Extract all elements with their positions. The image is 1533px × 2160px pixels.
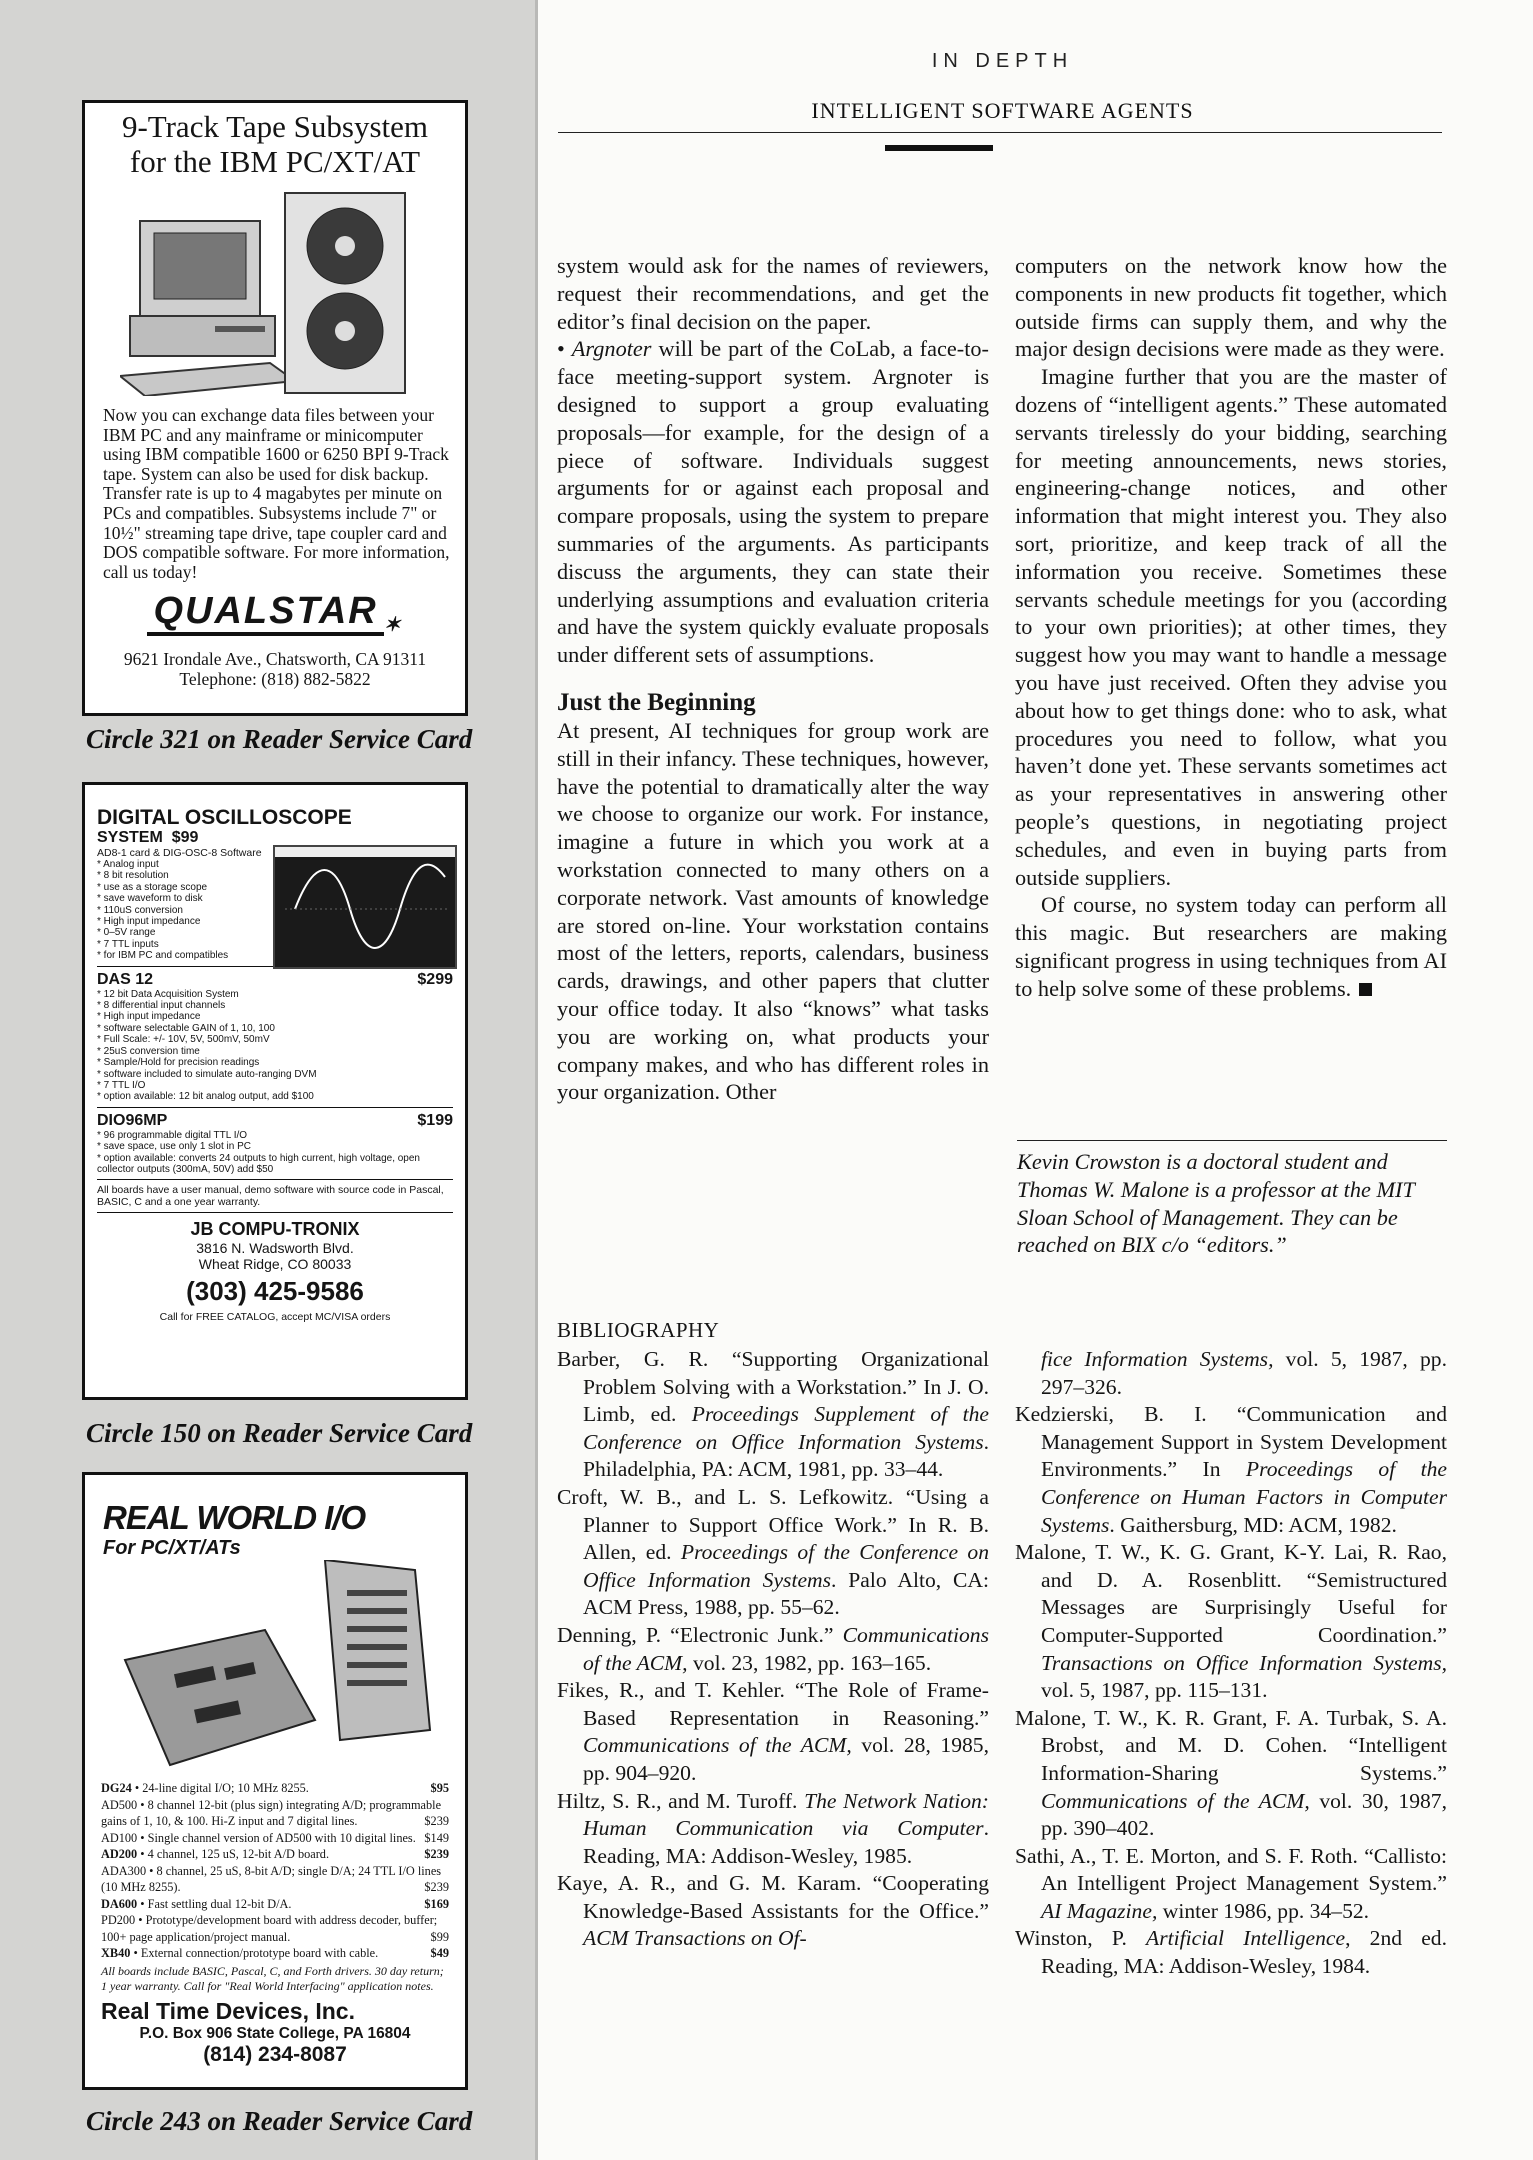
- dio96mp-section: [85, 1112, 465, 1176]
- entry-text: . Reading, MA: Addison-Wesley, 1985.: [583, 1816, 989, 1868]
- real-time-devices-ad: [82, 1472, 468, 2090]
- product-code: ADA300: [101, 1863, 147, 1878]
- entry-text: Kaye, A. R., and G. M. Karam. “Cooperating Knowledge-Based Assistants for the Office.”: [557, 1871, 989, 1923]
- entry-title: Transactions on Office Information Systems,: [1041, 1650, 1447, 1675]
- product-code: AD100: [101, 1830, 138, 1845]
- qualstar-ad-body: Now you can exchange data files between your IBM PC and any mainframe or minicomputer using IBM compatible 1600 or 6250 BPI 9-Track tape. System can also be used for disk backup. Transfer rate is up to 4 magabytes per minute on PCs and compatibles. Subsystems include 7" or 10½" streaming tape drive, tape coupler card and DOS compatible software. For more information, call us today!: [103, 405, 450, 582]
- qualstar-phone: Telephone: (818) 882-5822: [179, 669, 371, 690]
- product-price: $239: [424, 1847, 449, 1861]
- author-bio: Kevin Crowston is a doctoral student and Thomas W. Malone is a professor at the MIT Sloan School of Management. They can be reached on BIX c/o “editors.”: [1017, 1149, 1415, 1258]
- list-item: * 96 programmable digital TTL I/O: [97, 1130, 453, 1141]
- bibliography-entry: [1015, 1401, 1447, 1539]
- star-icon: ✶: [383, 614, 403, 637]
- list-item: [101, 1945, 449, 1962]
- circuit-boards-illustration: [85, 1560, 459, 1780]
- bibliography-entry: [557, 1677, 989, 1787]
- list-item: [101, 1863, 449, 1896]
- qualstar-logo: [85, 590, 465, 637]
- bibliography-entry: [557, 1870, 989, 1953]
- rtd-company-name: Real Time Devices, Inc.: [101, 1997, 355, 2024]
- entry-text: vol. 30, 1987, pp. 390–402.: [1041, 1788, 1447, 1841]
- entry-title: Communications of the ACM,: [583, 1622, 989, 1675]
- entry-title: ACM Transactions on Of-: [583, 1926, 807, 1951]
- jb-company-name: JB COMPU-TRONIX: [190, 1219, 360, 1240]
- qualstar-contact: [85, 649, 465, 689]
- dio96mp-price: $199: [417, 1111, 453, 1129]
- header-accent-bar: [885, 145, 993, 151]
- bio-rule: [1017, 1140, 1447, 1141]
- list-item: [101, 1780, 449, 1797]
- entry-text: Malone, T. W., K. R. Grant, F. A. Turbak, S. A. Brobst, and M. D. Cohen. “Intelligent Information-Sharing Systems.”: [1015, 1705, 1447, 1785]
- jb-system-includes: AD8-1 card & DIG-OSC-8 Software: [97, 847, 262, 859]
- bibliography-entry: [1015, 1539, 1447, 1705]
- entry-title: Proceedings of the Conference on Office Information Systems: [583, 1540, 989, 1592]
- bibliography-column-right: [1015, 1346, 1447, 1981]
- product-description: • Prototype/development board with address decoder, buffer; 100+ page application/project manual.: [101, 1913, 438, 1944]
- qualstar-address: 9621 Irondale Ave., Chatsworth, CA 91311: [123, 649, 427, 670]
- list-item: * use as a storage scope: [97, 882, 273, 893]
- entry-text: Croft, W. B., and L. S. Lefkowitz. “Using a Planner to Support Office Work.” In R. B. Allen, ed.: [557, 1484, 989, 1565]
- product-code: PD200: [101, 1913, 136, 1927]
- argnoter-term: Argnoter: [571, 336, 652, 362]
- entry-text: Hiltz, S. R., and M. Turoff.: [557, 1788, 805, 1813]
- product-price: $149: [424, 1830, 449, 1845]
- entry-title: Proceedings of the Conference on Human Factors in Computer Systems: [1041, 1457, 1447, 1537]
- qualstar-title-line2: for the IBM PC/XT/AT: [129, 144, 421, 179]
- entry-title: Proceedings Supplement of the Conference on Office Information Systems: [583, 1402, 989, 1454]
- list-item: * 25uS conversion time: [97, 1046, 453, 1057]
- rtd-address: P.O. Box 906 State College, PA 16804: [139, 2024, 411, 2042]
- entry-text: vol. 5, 1987, pp. 115–131.: [1041, 1678, 1268, 1703]
- das12-name: DAS 12: [97, 970, 154, 988]
- list-item: * 7 TTL I/O: [97, 1080, 453, 1091]
- entry-text: , 2nd ed. Reading, MA: Addison-Wesley, 1984.: [1041, 1926, 1447, 1979]
- list-item: [101, 1797, 449, 1830]
- bibliography-entry: [1015, 1705, 1447, 1843]
- product-price: $99: [430, 1929, 449, 1944]
- list-item: * for IBM PC and compatibles: [97, 950, 273, 961]
- list-item: [101, 1846, 449, 1863]
- dio96mp-name: DIO96MP: [97, 1111, 168, 1129]
- osc-features: [85, 859, 285, 962]
- list-item: * 12 bit Data Acquisition System: [97, 989, 453, 1000]
- paragraph-text: Of course, no system today can perform all this magic. But researchers are making significant progress in using techniques from AI to help solve some of these problems.: [1015, 892, 1447, 1001]
- article-paragraph: system would ask for the names of reviewers, request their recommendations, and get the editor’s final decision on the paper.: [557, 253, 989, 334]
- das12-price: $299: [417, 970, 453, 988]
- list-item: * save waveform to disk: [97, 893, 273, 904]
- product-price: $169: [424, 1896, 449, 1911]
- rtd-ad-title: REAL WORLD I/O: [103, 1499, 366, 1536]
- qualstar-ad: [82, 100, 468, 716]
- entry-title: AI Magazine,: [1041, 1898, 1158, 1923]
- jb-address-line2: Wheat Ridge, CO 80033: [198, 1256, 352, 1273]
- end-mark-icon: [1359, 983, 1372, 996]
- entry-text: Denning, P. “Electronic Junk.”: [557, 1622, 843, 1647]
- entry-text: vol. 5, 1987, pp. 297–326.: [1041, 1347, 1447, 1399]
- osc-feature-list: [97, 859, 273, 962]
- product-price: $239: [424, 1814, 449, 1828]
- section-label: IN DEPTH: [931, 50, 1074, 72]
- tape-subsystem-photo: [120, 191, 430, 396]
- io-boards-photo: [85, 1560, 465, 1780]
- list-item: * option available: 12 bit analog output, add $100: [97, 1091, 453, 1102]
- entry-text: Malone, T. W., K. G. Grant, K-Y. Lai, R. Rao, and D. A. Rosenblitt. “Semistructured Messages are Surprisingly Useful for Computer-Supported Coordination.”: [1015, 1540, 1447, 1647]
- product-description: • 4 channel, 125 uS, 12-bit A/D board.: [140, 1847, 330, 1861]
- entry-title: Communications of the ACM,: [1041, 1788, 1310, 1813]
- jb-phone: (303) 425-9586: [186, 1276, 364, 1307]
- list-item: * 8 bit resolution: [97, 870, 273, 881]
- bibliography-entry: [1015, 1843, 1447, 1926]
- jb-compu-tronix-ad: [82, 782, 468, 1400]
- bibliography-entry: [557, 1346, 989, 1484]
- list-item: * 7 TTL inputs: [97, 939, 273, 950]
- paragraph-text: will be part of the CoLab, a face-to-face meeting-support system. Argnoter is designed to support a group evaluating proposals—for example, for the design of a piece of software. Individuals suggest arguments for or against each proposal and compare proposals, using the system to prepare summaries of the arguments. As participants discuss the arguments, they can state their underlying assumptions and evaluation criteria and have the system quickly evaluate proposals under different sets of assumptions.: [557, 336, 989, 668]
- list-item: * software included to simulate auto-ranging DVM: [97, 1069, 453, 1080]
- entry-text: Sathi, A., T. E. Morton, and S. F. Roth. “Callisto: An Intelligent Project Management System.”: [1015, 1843, 1447, 1896]
- divider: [97, 1179, 453, 1180]
- product-description: • External connection/prototype board with cable.: [133, 1946, 379, 1960]
- product-code: DA600: [101, 1896, 138, 1911]
- list-item: [101, 1896, 449, 1913]
- product-code: AD500: [101, 1797, 138, 1812]
- bibliography-entry: [1015, 1925, 1447, 1980]
- list-item: * option available: converts 24 outputs to high current, high voltage, open collector outputs (300mA, 50V) add $50: [97, 1153, 453, 1176]
- product-description: • 24-line digital I/O; 10 MHz 8255.: [134, 1781, 309, 1795]
- article-column-left: [557, 252, 989, 1106]
- list-item: * Sample/Hold for precision readings: [97, 1057, 453, 1068]
- product-description: • Single channel version of AD500 with 10 digital lines.: [140, 1830, 416, 1845]
- header-rule: [558, 132, 1442, 133]
- jb-ad-caption: Circle 150 on Reader Service Card: [86, 1418, 473, 1448]
- topic-label: INTELLIGENT SOFTWARE AGENTS: [811, 98, 1194, 123]
- product-price: $239: [424, 1880, 449, 1894]
- qualstar-logo-text: QUALSTAR: [147, 590, 383, 636]
- rtd-ad-subtitle: For PC/XT/ATs: [103, 1537, 241, 1559]
- jb-ad-title: DIGITAL OSCILLOSCOPE: [97, 806, 352, 829]
- entry-text: . Gaithersburg, MD: ACM, 1982.: [1109, 1512, 1397, 1537]
- product-code: AD200: [101, 1847, 138, 1861]
- entry-text: Fikes, R., and T. Kehler. “The Role of Frame-Based Representation in Reasoning.”: [557, 1678, 989, 1730]
- article-paragraph: [1015, 891, 1447, 1002]
- product-code: XB40: [101, 1946, 131, 1960]
- rtd-phone: (814) 234-8087: [203, 2042, 347, 2066]
- divider: [97, 1212, 453, 1213]
- list-item: * High input impedance: [97, 1011, 453, 1022]
- list-item: * Full Scale: +/- 10V, 5V, 500mV, 50mV: [97, 1034, 453, 1045]
- article-paragraph: computers on the network know how the components in new products fit together, which outside firms can supply them, and why the major design decisions were made as they were.: [1015, 253, 1447, 362]
- article-paragraph: At present, AI techniques for group work are still in their infancy. These techniques, however, have the potential to dramatically alter the way we choose to organize our work. For instance, imagine a future in which you work at a workstation connected to many others on a corporate network. Vast amounts of knowledge are stored on-line. Your workstation contains most of the letters, reports, calendars, business cards, drawings, and other papers that clutter your office today. It also “knows” what tasks you are working on, what products your company makes, and who has different roles in your organization. Other: [557, 717, 989, 1105]
- list-item: * 0–5V range: [97, 927, 273, 938]
- jb-address-line1: 3816 N. Wadsworth Blvd.: [196, 1240, 354, 1257]
- entry-text: Kedzierski, B. I. “Communication and Management Support in System Development Environments.” In: [1015, 1402, 1447, 1482]
- article-paragraph: Imagine further that you are the master of dozens of “intelligent agents.” These automated servants tirelessly do your bidding, searching for meeting announcements, news stories, engineering-change notices, and other information that might interest you. They also sort, prioritize, and keep track of all the information you receive. Sometimes these servants schedule meetings for you (according to your own priorities); at other times, they suggest how you may want to handle a message you have just received. Often they advise you about how to get things done: who to ask, what procedures you need to follow, what you haven’t done yet. These servants sometimes act as your representatives in answering other people’s questions, in negotiating project schedules, and even in buying parts from outside suppliers.: [1015, 364, 1447, 890]
- entry-text: Winston, P.: [1015, 1926, 1147, 1951]
- rtd-product-list: [85, 1780, 465, 1962]
- bibliography-entry-continued: [1015, 1346, 1447, 1401]
- article-column-right: [1015, 252, 1447, 1003]
- entry-title: Communications of the ACM,: [583, 1733, 852, 1758]
- bibliography-entry: [557, 1788, 989, 1871]
- product-description: • 8 channel 12-bit (plus sign) integrating A/D; programmable gains of 1, 10, & 100. Hi-Z input and 7 digital lines.: [101, 1797, 442, 1828]
- bibliography-entry: [557, 1484, 989, 1622]
- qualstar-ad-caption: Circle 321 on Reader Service Card: [86, 724, 473, 754]
- qualstar-ad-title: [85, 109, 465, 179]
- entry-text: Barber, G. R. “Supporting Organizational Problem Solving with a Workstation.” In J. O. Limb, ed.: [557, 1347, 989, 1427]
- waveform-graphic: [275, 847, 455, 967]
- bibliography-column-left: [557, 1346, 989, 1953]
- product-code: DG24: [101, 1781, 132, 1795]
- list-item: [101, 1912, 449, 1945]
- jb-system-label: SYSTEM: [97, 829, 163, 846]
- section-heading: Just the Beginning: [557, 688, 756, 716]
- das12-feature-list: [97, 989, 453, 1103]
- list-item: * Analog input: [97, 859, 273, 870]
- entry-text: vol. 28, 1985, pp. 904–920.: [583, 1733, 989, 1785]
- das12-section: [85, 971, 465, 1103]
- dio96mp-feature-list: [97, 1130, 453, 1176]
- advertisement-sidebar: [0, 0, 538, 2160]
- oscilloscope-screenshot: [273, 845, 457, 969]
- product-price: $49: [430, 1946, 449, 1960]
- entry-text: . Palo Alto, CA: ACM Press, 1988, pp. 55–62.: [583, 1567, 989, 1620]
- entry-title: Artificial Intelligence: [1146, 1926, 1346, 1951]
- entry-title: The Network Nation: Human Communication via Computer: [583, 1788, 989, 1841]
- product-description: • 8 channel, 25 uS, 8-bit A/D; single D/A; 24 TTL I/O lines (10 MHz 8255).: [101, 1863, 442, 1894]
- rtd-ad-caption: Circle 243 on Reader Service Card: [86, 2106, 473, 2136]
- bibliography-entry: [557, 1622, 989, 1677]
- jb-catalog-note: Call for FREE CATALOG, accept MC/VISA orders: [159, 1311, 391, 1324]
- bibliography-heading: BIBLIOGRAPHY: [557, 1318, 720, 1342]
- jb-boards-note: All boards have a user manual, demo software with source code in Pascal, BASIC, C and a one year warranty.: [97, 1184, 444, 1209]
- computer-and-tape-drive-illustration: [120, 191, 430, 396]
- entry-text: . Philadelphia, PA: ACM, 1981, pp. 33–44.: [583, 1429, 989, 1482]
- list-item: * save space, use only 1 slot in PC: [97, 1141, 453, 1152]
- qualstar-title-line1: 9-Track Tape Subsystem: [121, 109, 429, 144]
- jb-system-price: $99: [171, 829, 199, 846]
- entry-text: winter 1986, pp. 34–52.: [1157, 1898, 1370, 1923]
- list-item: * 110uS conversion: [97, 905, 273, 916]
- list-item: * software selectable GAIN of 1, 10, 100: [97, 1023, 453, 1034]
- list-item: * High input impedance: [97, 916, 273, 927]
- product-price: $95: [430, 1781, 449, 1795]
- list-item: [101, 1830, 449, 1847]
- article-paragraph: [557, 335, 989, 669]
- list-item: * 8 differential input channels: [97, 1000, 453, 1011]
- bullet: •: [557, 336, 572, 362]
- entry-text: vol. 23, 1982, pp. 163–165.: [687, 1650, 932, 1675]
- divider: [97, 1107, 453, 1108]
- product-description: • Fast settling dual 12-bit D/A.: [140, 1896, 292, 1911]
- rtd-ad-note: All boards include BASIC, Pascal, C, and Forth drivers. 30 day return; 1 year warranty. Call for "Real World Interfacing" application notes.: [101, 1963, 444, 1993]
- entry-title: fice Information Systems,: [1041, 1347, 1274, 1371]
